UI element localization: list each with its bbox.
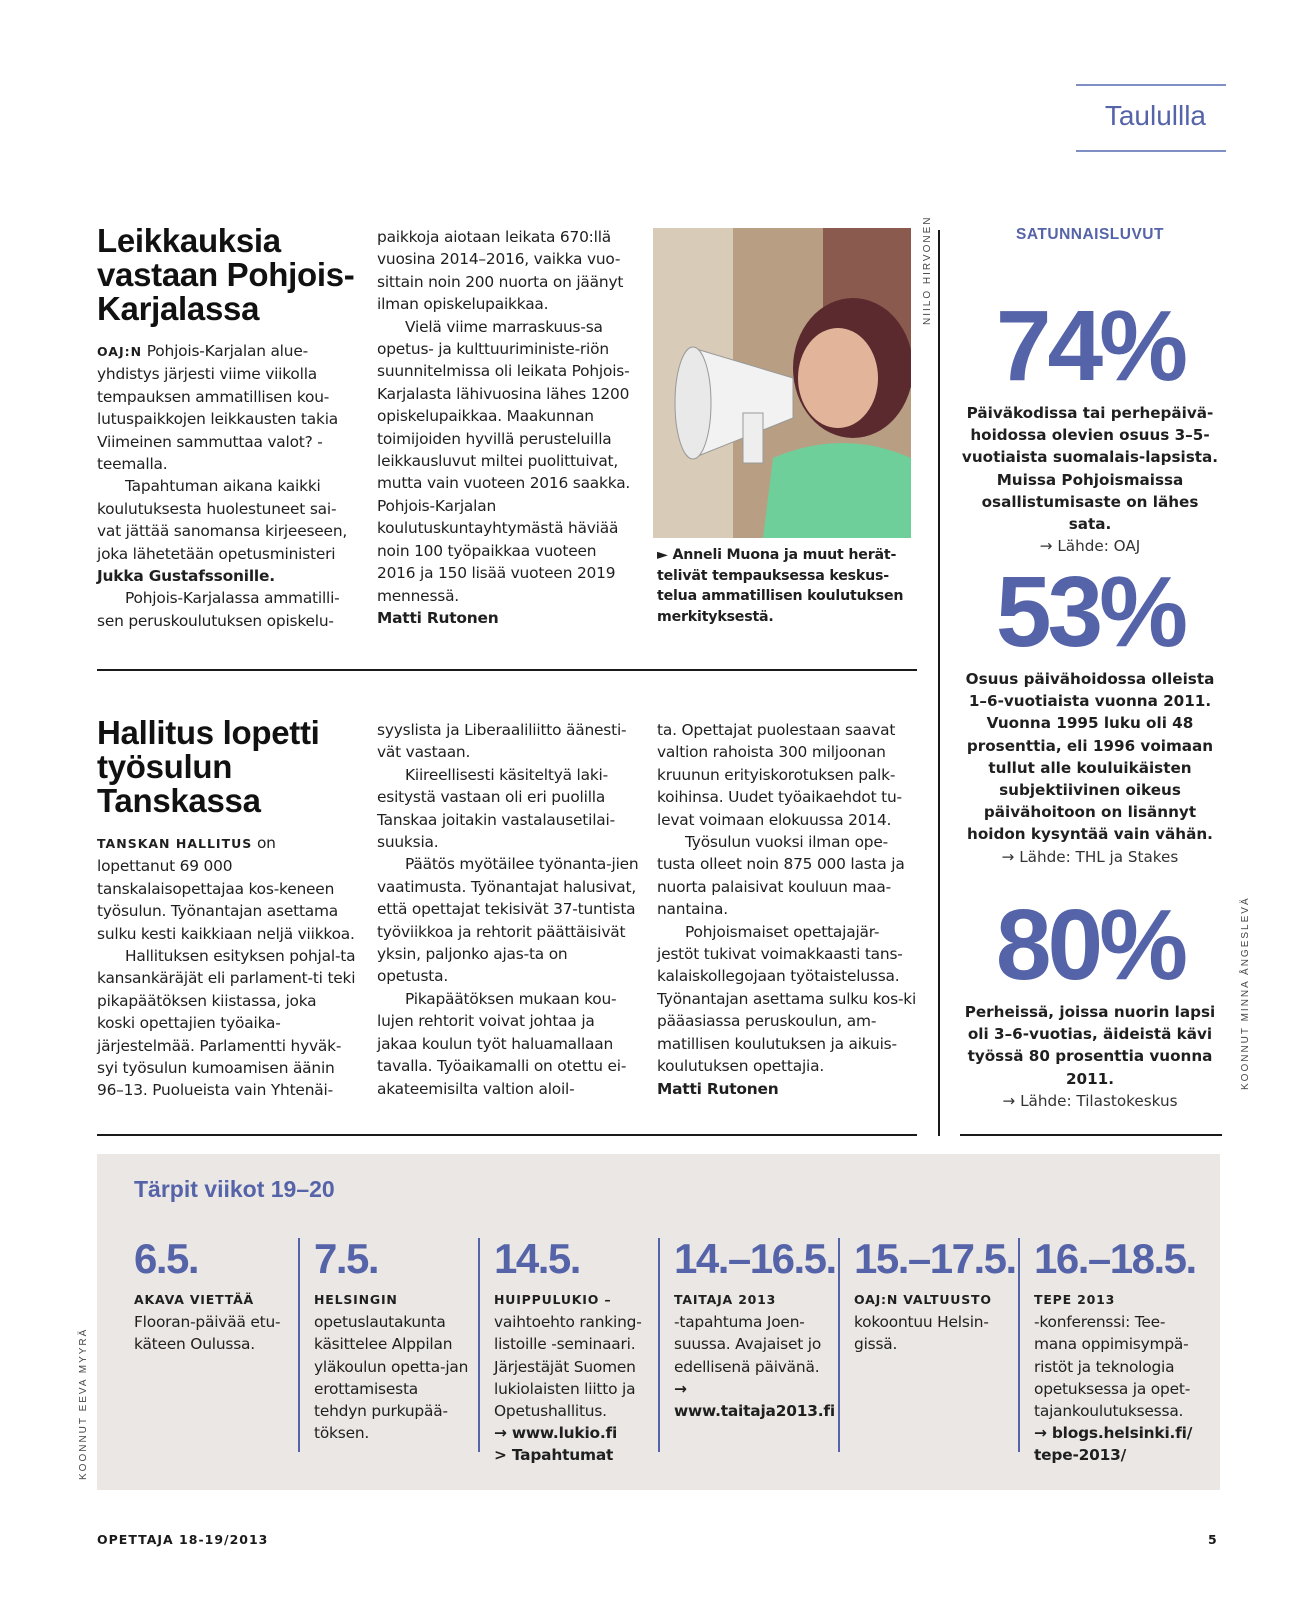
event-body: opetuslautakunta käsittelee Alppilan yläkoulun opetta-jan erottamisesta tehdyn purkupää-töksen. bbox=[314, 1313, 469, 1443]
article1-minister-name: Jukka Gustafssonille. bbox=[97, 567, 275, 586]
article1-para2 bbox=[97, 475, 357, 587]
event-date: 15.–17.5. bbox=[854, 1235, 1016, 1282]
stat-text: Perheissä, joissa nuorin lapsi oli 3–6-vuotias, äideistä kävi työssä 80 prosenttia vuonna 2011. bbox=[964, 1003, 1216, 1088]
event-body: kokoontuu Helsin-gissä. bbox=[854, 1313, 989, 1354]
event-separator bbox=[298, 1238, 300, 1452]
event-link[interactable]: → www.lukio.fi bbox=[494, 1424, 618, 1443]
article2-author: Matti Rutonen bbox=[657, 1079, 779, 1098]
calendar-panel bbox=[97, 1154, 1220, 1490]
calendar-credit: KOONNUT EEVA MYYRÄ bbox=[78, 1327, 89, 1480]
article1-para2-text: Tapahtuman aikana kaikki koulutuksesta huolestuneet sai-vat jättää sanomansa kirjeeseen, joka lähetetään opetusministeri bbox=[97, 477, 348, 563]
article1-middle-column bbox=[377, 226, 639, 629]
article1-para3: Pohjois-Karjalassa ammatilli-sen peruskoulutuksen opiskelu- bbox=[97, 589, 340, 630]
stat-block bbox=[960, 889, 1220, 1112]
article1-title: Leikkauksia vastaan Pohjois- Karjalassa bbox=[97, 222, 355, 327]
event-text bbox=[134, 1288, 294, 1356]
article2-para2: Hallituksen esityksen pohjal-ta kansankäräjät eli parlament-ti teki pikapäätöksen kiistassa, joka koski opettajien työaika-järjestelmää. Parlamentti hyväk-syi työsulun kumoamisen äänin 96–13. Puolueista vain Yhtenäi- bbox=[97, 947, 356, 1100]
event-text bbox=[494, 1288, 654, 1467]
article2-col2-para3: Päätös myötäilee työnanta-jien vaatimusta. Työnantajat halusivat, että opettajat tekisivät 37-tuntista työviikkoa ja rehtorit päättäisivät yksin, paljonko ajas-ta on opetusta. bbox=[377, 855, 639, 986]
event-lead: TAITAJA 2013 bbox=[674, 1292, 777, 1307]
stat-value: 80% bbox=[995, 889, 1185, 1001]
article-bottom-rule bbox=[97, 1134, 917, 1136]
event-separator bbox=[1018, 1238, 1020, 1452]
section-label bbox=[1076, 84, 1226, 152]
photo-illustration bbox=[653, 228, 911, 538]
stat-block bbox=[960, 290, 1220, 557]
article2-col3-para2: Työsulun vuoksi ilman ope-tusta olleet noin 875 000 lasta ja nuorta palaisivat kouluun maa-nantaina. bbox=[657, 833, 905, 919]
event-lead: OAJ:N VALTUUSTO bbox=[854, 1292, 992, 1307]
calendar-event bbox=[494, 1236, 654, 1467]
article1-left-column bbox=[97, 224, 357, 632]
article2-title: Hallitus lopetti työsulun Tanskassa bbox=[97, 714, 320, 819]
event-separator bbox=[658, 1238, 660, 1452]
article1-author: Matti Rutonen bbox=[377, 608, 499, 627]
stat-value: 74% bbox=[995, 290, 1185, 402]
event-link-path[interactable]: > Tapahtumat bbox=[494, 1446, 614, 1465]
event-text bbox=[314, 1288, 474, 1444]
stat-value: 53% bbox=[995, 556, 1185, 668]
article1-lead: OAJ:N bbox=[97, 344, 143, 359]
stat-block bbox=[960, 556, 1220, 868]
sidebar-vertical-rule bbox=[938, 230, 940, 1136]
event-date: 7.5. bbox=[314, 1235, 379, 1282]
stat-source: → Lähde: OAJ bbox=[1039, 537, 1141, 556]
event-lead: AKAVA VIETTÄÄ bbox=[134, 1292, 255, 1307]
event-body: -tapahtuma Joen-suussa. Avajaiset jo edellisenä päivänä. bbox=[674, 1313, 822, 1376]
article2-col2-para4: Pikapäätöksen mukaan kou-lujen rehtorit voivat johtaa ja jakaa koulun työt haluamallaan tavalla. Työaikamalli on otettu ei-akateemisilta valtion aloil- bbox=[377, 989, 627, 1098]
event-link[interactable]: → blogs.helsinki.fi/ bbox=[1034, 1424, 1193, 1443]
sidebar-credit: KOONNUT MINNA ÅNGESLEVÄ bbox=[1240, 896, 1251, 1090]
article2-col2-para2: Kiireellisesti käsiteltyä laki-esitystä vastaan oli eri puolilla Tanskaa joitakin vastalausetilai-suuksia. bbox=[377, 765, 615, 852]
article2-para1-text: on lopettanut 69 000 tanskalaisopettajaa kos-keneen työsulun. Työnantajan asettama sulku kesti kaikkiaan neljä viikkoa. bbox=[97, 834, 355, 943]
calendar-event bbox=[854, 1236, 1014, 1356]
article2-para1 bbox=[97, 832, 357, 945]
article1-para1-text: Pohjois-Karjalan alue-yhdistys järjesti viime viikolla tempauksen ammatillisen kou-lutuspaikkojen leikkausten takia Viimeinen sammuttaa valot? -teemalla. bbox=[97, 342, 339, 474]
event-date: 16.–18.5. bbox=[1034, 1235, 1196, 1282]
event-lead: HUIPPULUKIO – bbox=[494, 1292, 612, 1307]
article2-col3-para1: ta. Opettajat puolestaan saavat valtion rahoista 300 miljoonan kruunun erityiskorotuksen palk-koihinsa. Uudet työaikaehdot tu-levat voimaan elokuussa 2014. bbox=[657, 721, 902, 829]
stat-source: → Lähde: Tilastokeskus bbox=[1002, 1091, 1178, 1110]
event-separator bbox=[838, 1238, 840, 1452]
article2-left-column bbox=[97, 716, 357, 1102]
stat-text: Päiväkodissa tai perhepäivä-hoidossa olevien osuus 3–5-vuotiaista suomalais-lapsista. Muissa Pohjoismaissa osallistumisaste on lähes sata. bbox=[961, 404, 1219, 534]
section-label-text: Taulullla bbox=[1104, 100, 1206, 131]
article2-right-column bbox=[657, 719, 919, 1100]
event-body: -konferenssi: Tee-mana oppimisympä-ristöt ja teknologia opetuksessa ja opet-tajankoulutuksessa. bbox=[1034, 1313, 1191, 1421]
article2-lead: TANSKAN HALLITUS bbox=[97, 836, 253, 851]
article1-col2-para1: paikkoja aiotaan leikata 670:llä vuosina 2014–2016, vaikka vuo-sittain noin 200 nuorta on jäänyt ilman opiskelupaikkaa. bbox=[377, 228, 624, 314]
event-text bbox=[674, 1288, 834, 1422]
calendar-event bbox=[1034, 1236, 1194, 1467]
calendar-event bbox=[314, 1236, 474, 1444]
article2-col2-para1: syyslista ja Liberaaliliitto äänesti-vät vastaan. bbox=[377, 721, 627, 762]
stat-text: Osuus päivähoidossa olleista 1–6-vuotiaista vuonna 2011. Vuonna 1995 luku oli 48 prosenttia, eli 1996 voimaan tullut alle kouluikäisten subjektiivinen oikeus päivähoitoon on lisännyt hoidon kysyntää vain vähän. bbox=[965, 670, 1215, 844]
article1-para1 bbox=[97, 340, 357, 475]
sidebar-bottom-rule bbox=[960, 1134, 1222, 1136]
article1-col2-para2: Vielä viime marraskuus-sa opetus- ja kulttuuriministe-riön suunnitelmissa oli leikata Pohjois-Karjalasta lähivuosina lähes 1200 opiskelupaikkaa. Maakunnan toimijoiden hyvillä perusteluilla leikkausluvut miltei puolittuivat, mutta vain vuoteen 2016 saakka. Pohjois-Karjalan koulutuskuntayhtymästä häviää noin 100 työpaikkaa vuoteen 2016 ja 150 lisää vuoteen 2019 mennessä. bbox=[377, 317, 631, 605]
sidebar-title: SATUNNAISLUVUT bbox=[1016, 226, 1164, 243]
event-date: 14.–16.5. bbox=[674, 1235, 836, 1282]
article2-middle-column bbox=[377, 719, 639, 1100]
event-separator bbox=[478, 1238, 480, 1452]
event-date: 14.5. bbox=[494, 1235, 580, 1282]
page-number: 5 bbox=[1208, 1532, 1218, 1547]
event-link[interactable]: → www.taitaja2013.fi bbox=[674, 1379, 835, 1421]
event-date: 6.5. bbox=[134, 1235, 199, 1282]
event-text bbox=[854, 1288, 1014, 1356]
event-link-path[interactable]: tepe-2013/ bbox=[1034, 1446, 1127, 1465]
article2-col3-para3: Pohjoismaiset opettajajär-jestöt tukivat voimakkaasti tans-kalaiskollegojaan työtaistelussa. Työnantajan asettama sulku kos-ki pääasiassa peruskoulun, am-matillisen koulutuksen ja aikuis-koulutuksen opettajia. bbox=[657, 922, 917, 1076]
article-divider bbox=[97, 669, 917, 671]
event-text bbox=[1034, 1288, 1194, 1467]
footer-publication: OPETTAJA 18-19/2013 bbox=[97, 1532, 269, 1547]
event-body: vaihtoehto ranking-listoille -seminaari. Järjestäjät Suomen lukiolaisten liitto ja Opetushallitus. bbox=[494, 1313, 642, 1421]
calendar-event bbox=[674, 1236, 834, 1422]
photo-credit: NIILO HIRVONEN bbox=[922, 215, 933, 325]
calendar-event bbox=[134, 1236, 294, 1356]
event-lead: HELSINGIN bbox=[314, 1292, 398, 1307]
event-lead: TEPE 2013 bbox=[1034, 1292, 1116, 1307]
stat-source: → Lähde: THL ja Stakes bbox=[1001, 847, 1179, 866]
article1-photo bbox=[653, 228, 911, 538]
event-body: Flooran-päivää etu-käteen Oulussa. bbox=[134, 1313, 281, 1354]
photo-caption: ► Anneli Muona ja muut herät-telivät tempauksessa keskus-telua ammatillisen koulutuksen merkityksestä. bbox=[657, 547, 904, 625]
calendar-title: Tärpit viikot 19–20 bbox=[134, 1176, 335, 1202]
